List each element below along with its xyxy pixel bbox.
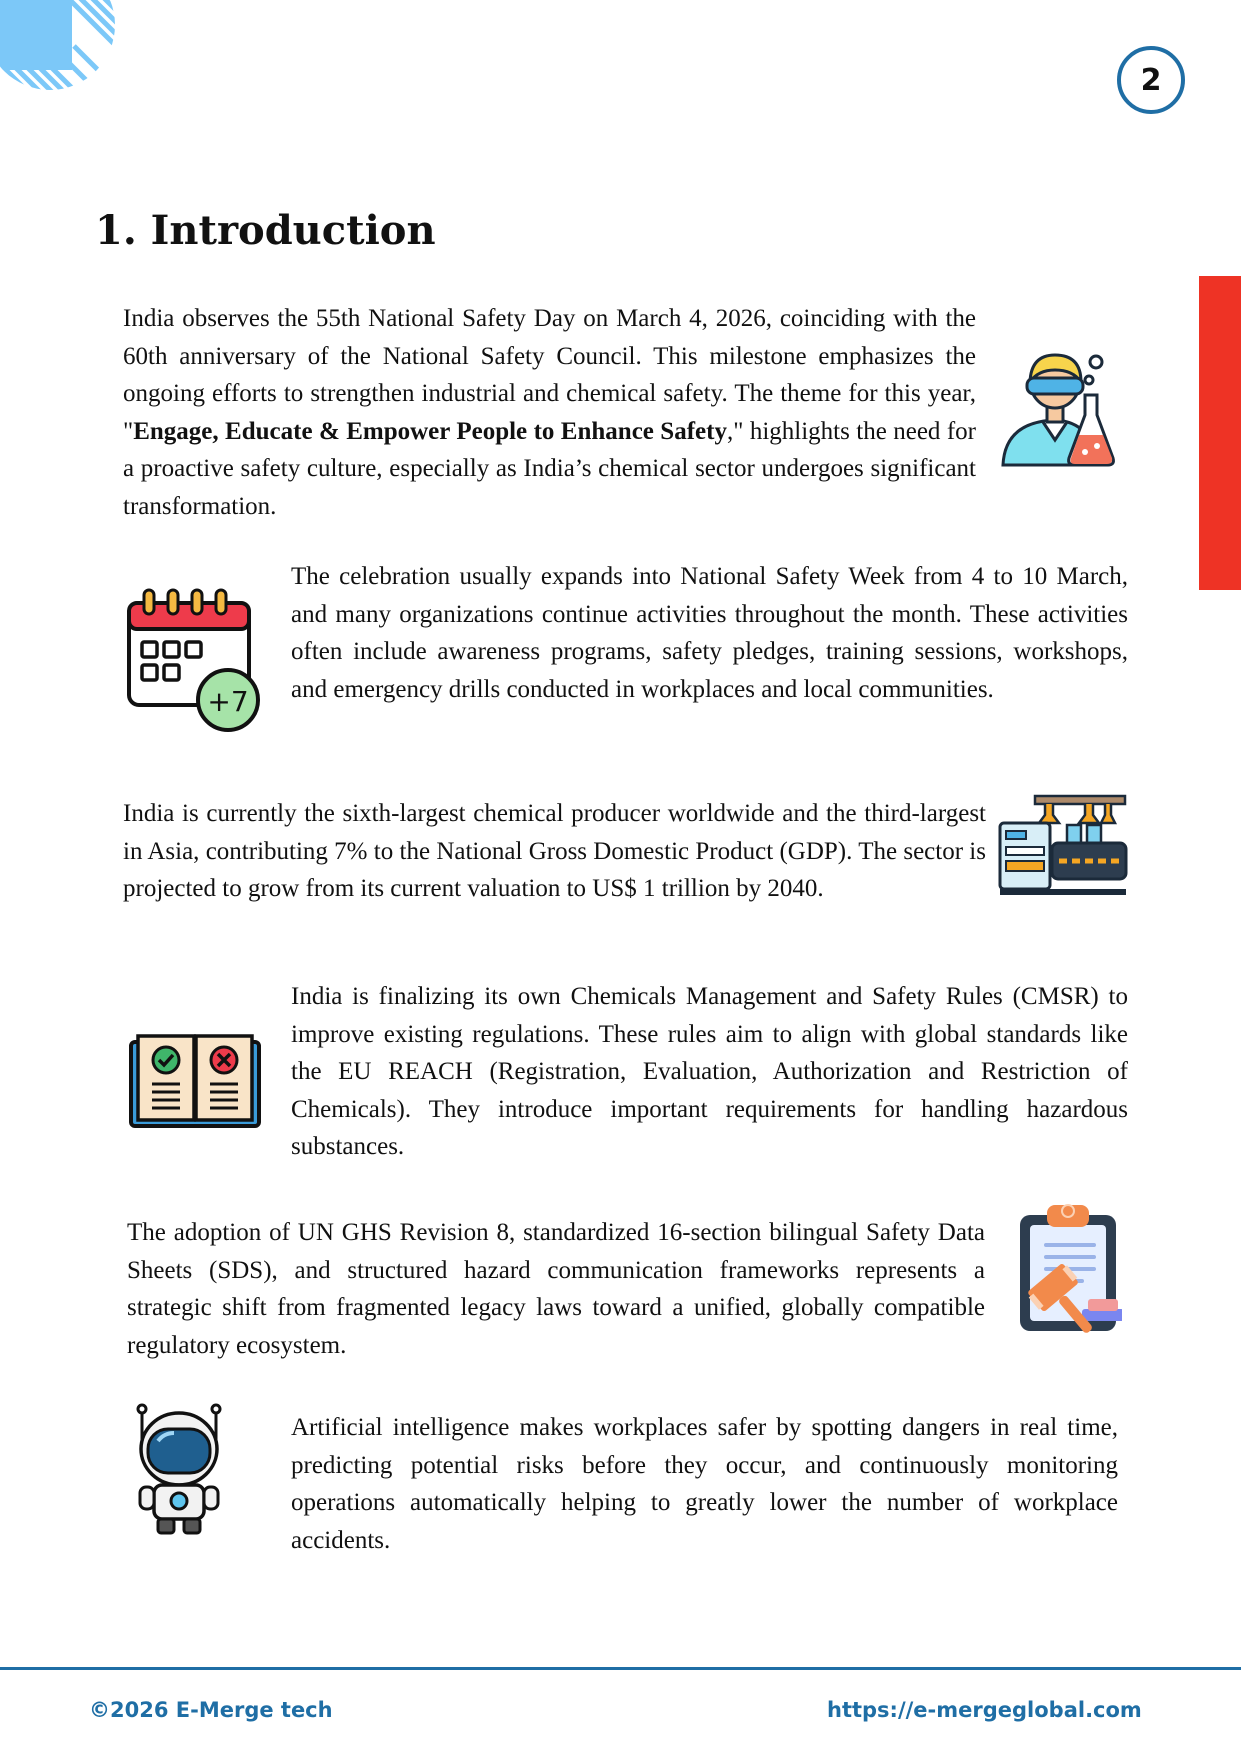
paragraph-text: India observes the 55th National Safety Day on March 4, 2026, coinciding with the 60th anniversary of the National Safety Council. This milestone emphasizes the ongoing efforts to strengthen industrial and chemical safety. The theme for this year, " — [123, 305, 976, 445]
astronaut-robot-icon — [134, 1401, 224, 1537]
paragraph-cmsr: India is finalizing its own Chemicals Management and Safety Rules (CMSR) to improve existing regulations. These rules aim to align with global standards like the EU REACH (Registration, Evaluation, Authorization and Restriction of Chemicals). They introduce important requirements for handling hazardous substances. — [291, 983, 1128, 1160]
gavel-clipboard-icon — [1002, 1201, 1122, 1333]
theme-text: Engage, Educate & Empower People to Enhance Safety — [133, 417, 727, 445]
paragraph-national-safety-day — [123, 300, 976, 525]
rule-book-icon — [128, 1032, 262, 1130]
scientist-icon — [993, 340, 1118, 468]
corner-decoration — [0, 0, 115, 96]
footer-url-link[interactable]: https://e-mergeglobal.com — [827, 1698, 1142, 1722]
paragraph-safety-week: The celebration usually expands into National Safety Week from 4 to 10 March, and many organizations continue activities throughout the month. These activities often include awareness programs, safety pledges, training sessions, workshops, and emergency drills conducted in workplaces and local communities. — [291, 563, 1128, 703]
paragraph-ai: Artificial intelligence makes workplaces safer by spotting dangers in real time, predicting potential risks before they occur, and continuously monitoring operations automatically helping to greatly lower the number of workplace accidents. — [291, 1414, 1118, 1554]
calendar-plus-seven-icon — [126, 585, 266, 735]
paragraph-chemical-sector: India is currently the sixth-largest chemical producer worldwide and the third-largest in Asia, contributing 7% to the National Gross Domestic Product (GDP). The sector is projected to grow from its current valuation to US$ 1 trillion by 2040. — [123, 800, 986, 902]
paragraph-ghs: The adoption of UN GHS Revision 8, standardized 16-section bilingual Safety Data Sheets (SDS), and structured hazard communication frameworks represents a strategic shift from fragmented legacy laws toward a unified, globally compatible regulatory ecosystem. — [127, 1219, 985, 1359]
section-heading: 1. Introduction — [95, 207, 436, 254]
side-accent-bar — [1199, 276, 1241, 590]
page-number: 2 — [1117, 46, 1185, 114]
calendar-badge-text: +7 — [207, 685, 249, 718]
chemical-factory-icon — [997, 793, 1129, 899]
footer-copyright: ©2026 E-Merge tech — [89, 1698, 333, 1722]
paragraph-text: ," highlights the need for a proactive safety culture, especially as India’s chemical sector undergoes significant transformation. — [123, 417, 976, 520]
footer-divider — [0, 1667, 1241, 1670]
